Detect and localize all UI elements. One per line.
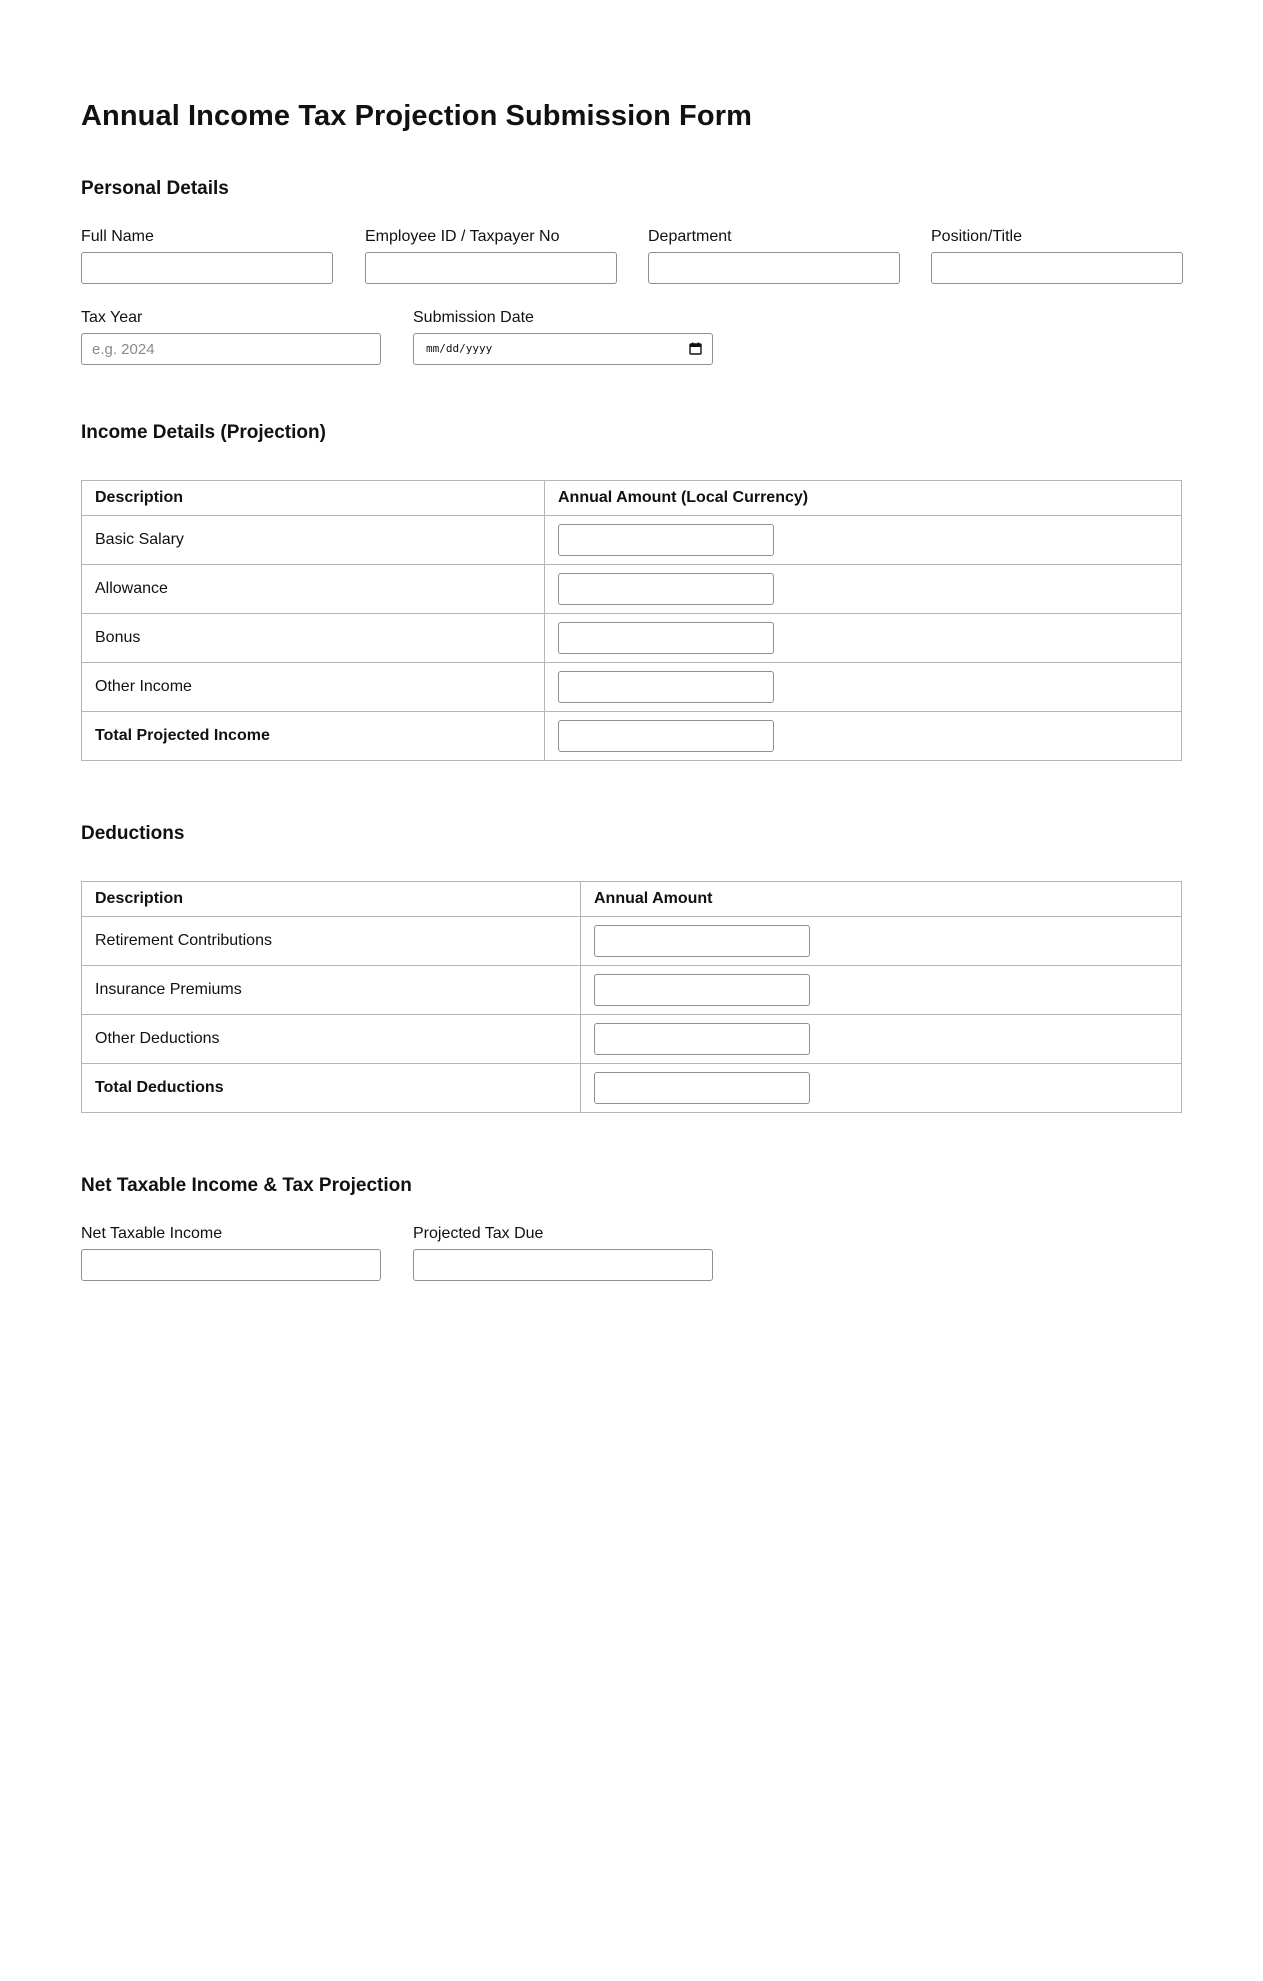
bonus-input[interactable] xyxy=(558,622,774,654)
deductions-table-header-row xyxy=(82,882,1182,917)
net-taxable-income-label: Net Taxable Income xyxy=(81,1225,223,1242)
total-deductions-label: Total Deductions xyxy=(82,1064,581,1113)
income-row-other-income xyxy=(82,663,1182,712)
net-taxable-heading: Net Taxable Income & Tax Projection xyxy=(81,1175,412,1196)
income-row-basic-salary xyxy=(82,516,1182,565)
bonus-label: Bonus xyxy=(82,614,545,663)
income-amount-header: Annual Amount (Local Currency) xyxy=(545,481,1182,516)
projected-tax-due-label: Projected Tax Due xyxy=(413,1225,544,1242)
deductions-amount-header: Annual Amount xyxy=(581,882,1182,917)
other-deductions-label: Other Deductions xyxy=(82,1015,581,1064)
net-taxable-income-input[interactable] xyxy=(81,1249,381,1281)
submission-date-value: mm/dd/yyyy xyxy=(426,342,493,355)
other-income-label: Other Income xyxy=(82,663,545,712)
basic-salary-label: Basic Salary xyxy=(82,516,545,565)
income-details-heading: Income Details (Projection) xyxy=(81,422,326,443)
retirement-contributions-input[interactable] xyxy=(594,925,810,957)
income-description-header: Description xyxy=(82,481,545,516)
submission-date-label: Submission Date xyxy=(413,309,534,326)
calendar-icon[interactable] xyxy=(689,342,702,355)
page-title: Annual Income Tax Projection Submission Form xyxy=(81,100,752,132)
personal-details-heading: Personal Details xyxy=(81,178,229,199)
full-name-label: Full Name xyxy=(81,228,154,245)
deduction-row-insurance xyxy=(82,966,1182,1015)
total-projected-income-input[interactable] xyxy=(558,720,774,752)
income-row-bonus xyxy=(82,614,1182,663)
employee-id-label: Employee ID / Taxpayer No xyxy=(365,228,560,245)
retirement-contributions-label: Retirement Contributions xyxy=(82,917,581,966)
allowance-input[interactable] xyxy=(558,573,774,605)
deductions-table xyxy=(81,881,1182,1113)
other-income-input[interactable] xyxy=(558,671,774,703)
income-table xyxy=(81,480,1182,761)
insurance-premiums-label: Insurance Premiums xyxy=(82,966,581,1015)
insurance-premiums-input[interactable] xyxy=(594,974,810,1006)
tax-year-input[interactable] xyxy=(81,333,381,365)
employee-id-input[interactable] xyxy=(365,252,617,284)
deduction-row-other xyxy=(82,1015,1182,1064)
submission-date-input[interactable] xyxy=(413,333,713,365)
department-label: Department xyxy=(648,228,732,245)
total-projected-income-label: Total Projected Income xyxy=(82,712,545,761)
income-table-header-row xyxy=(82,481,1182,516)
income-row-total xyxy=(82,712,1182,761)
department-input[interactable] xyxy=(648,252,900,284)
deduction-row-retirement xyxy=(82,917,1182,966)
deduction-row-total xyxy=(82,1064,1182,1113)
allowance-label: Allowance xyxy=(82,565,545,614)
tax-year-label: Tax Year xyxy=(81,309,143,326)
deductions-heading: Deductions xyxy=(81,823,185,844)
deductions-description-header: Description xyxy=(82,882,581,917)
income-row-allowance xyxy=(82,565,1182,614)
projected-tax-due-input[interactable] xyxy=(413,1249,713,1281)
other-deductions-input[interactable] xyxy=(594,1023,810,1055)
full-name-input[interactable] xyxy=(81,252,333,284)
position-title-input[interactable] xyxy=(931,252,1183,284)
total-deductions-input[interactable] xyxy=(594,1072,810,1104)
basic-salary-input[interactable] xyxy=(558,524,774,556)
position-title-label: Position/Title xyxy=(931,228,1022,245)
